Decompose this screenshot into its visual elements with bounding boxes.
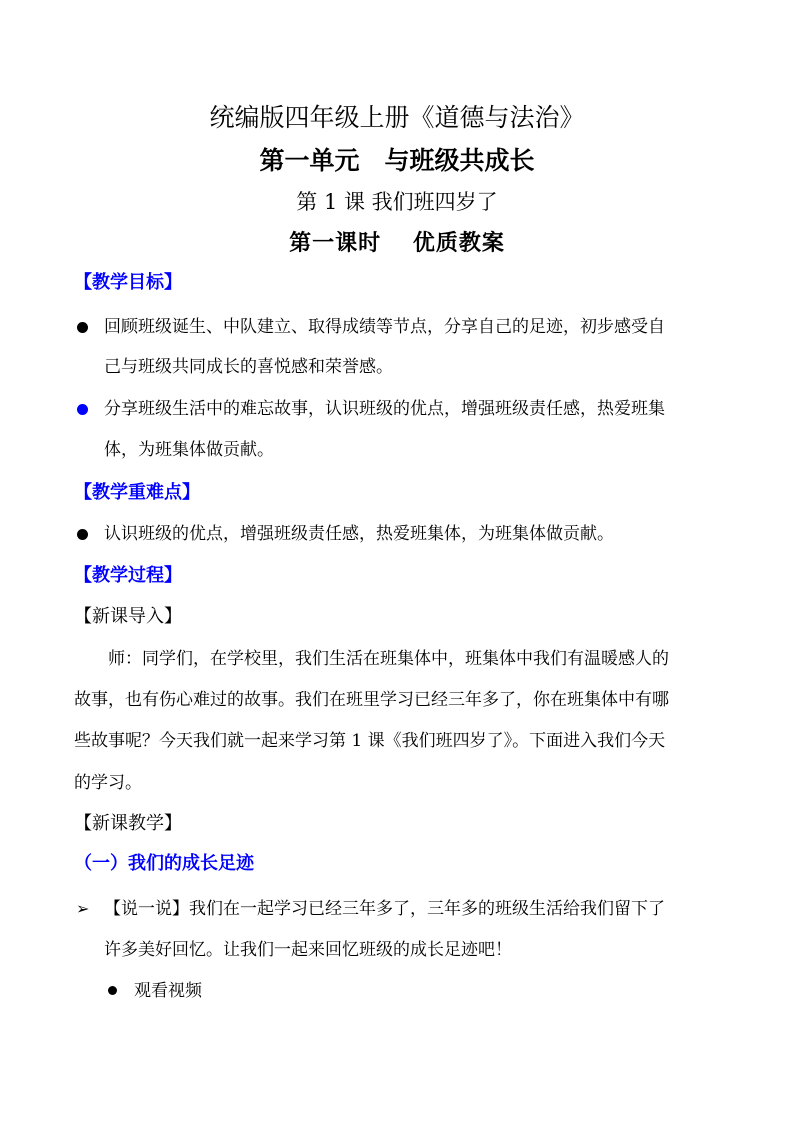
process-heading: 【教学过程】 (74, 565, 182, 586)
goal-1-line-2: 己与班级共同成长的喜悦感和荣誉感。 (104, 357, 393, 377)
say-line-1: 【说一说】我们在一起学习已经三年多了，三年多的班级生活给我们留下了 (104, 899, 665, 919)
key-points-heading: 【教学重难点】 (74, 482, 200, 503)
bullet-icon (77, 404, 88, 415)
intro-line-4: 的学习。 (74, 773, 142, 793)
intro-heading: 【新课导入】 (74, 606, 182, 627)
bullet-icon (77, 322, 88, 333)
lesson-title: 第 1 课 我们班四岁了 (296, 190, 498, 214)
teach-heading: 【新课教学】 (74, 813, 182, 834)
document-title: 统编版四年级上册《道德与法治》 (209, 103, 585, 132)
goal-1-line-1: 回顾班级诞生、中队建立、取得成绩等节点，分享自己的足迹，初步感受自 (104, 317, 665, 337)
unit-title: 第一单元 与班级共成长 (259, 146, 535, 175)
video-item: 观看视频 (134, 981, 202, 1001)
intro-line-2: 故事，也有伤心难过的故事。我们在班里学习已经三年多了，你在班集体中有哪 (74, 690, 669, 710)
arrow-bullet-icon: ➢ (76, 899, 90, 918)
intro-line-1: 师：同学们，在学校里，我们生活在班集体中，班集体中我们有温暖感人的 (108, 649, 669, 669)
bullet-icon (77, 529, 88, 540)
goals-heading: 【教学目标】 (74, 272, 182, 293)
bullet-icon (108, 986, 117, 995)
goal-2-line-1: 分享班级生活中的难忘故事，认识班级的优点，增强班级责任感，热爱班集 (104, 399, 665, 419)
section-1-heading: （一）我们的成长足迹 (74, 853, 254, 874)
intro-line-3: 些故事呢？今天我们就一起来学习第 1 课《我们班四岁了》。下面进入我们今天 (74, 731, 666, 751)
say-line-2: 许多美好回忆。让我们一起来回忆班级的成长足迹吧！ (104, 940, 512, 960)
key-points-item: 认识班级的优点，增强班级责任感，热爱班集体，为班集体做贡献。 (104, 524, 614, 544)
goal-2-line-2: 体，为班集体做贡献。 (104, 440, 274, 460)
period-title: 第一课时 优质教案 (289, 230, 505, 256)
